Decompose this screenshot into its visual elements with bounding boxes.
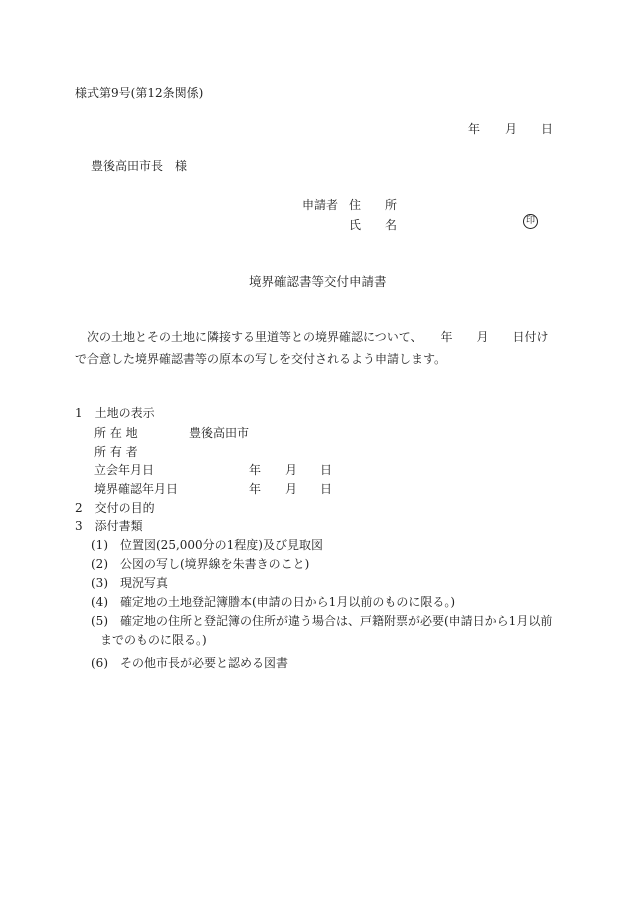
witness-date-label: 立会年月日 bbox=[94, 463, 155, 477]
section-2-heading: 2 交付の目的 bbox=[75, 501, 155, 515]
location-value: 豊後高田市 bbox=[189, 426, 250, 440]
document-title: 境界確認書等交付申請書 bbox=[249, 274, 387, 289]
section-1-heading: 1 土地の表示 bbox=[75, 406, 155, 420]
seal-mark: 印 bbox=[523, 214, 538, 229]
location-label: 所 在 地 bbox=[94, 426, 138, 440]
attachment-item: (1) 位置図(25,000分の1程度)及び見取図 bbox=[91, 538, 323, 552]
date-year: 年 bbox=[468, 122, 481, 136]
confirm-year: 年 bbox=[249, 482, 262, 496]
applicant-label: 申請者 bbox=[302, 198, 339, 212]
body-line-1: 次の土地とその土地に隣接する里道等との境界確認について、 年 月 日付け bbox=[87, 330, 549, 344]
witness-month: 月 bbox=[285, 463, 298, 477]
attachment-item: (4) 確定地の土地登記簿謄本(申請の日から1月以前のものに限る。) bbox=[91, 595, 455, 609]
attachment-item: (5) 確定地の住所と登記簿の住所が違う場合は、戸籍附票が必要(申請日から1月以前 bbox=[91, 614, 553, 628]
section-3-heading: 3 添付書類 bbox=[75, 519, 143, 533]
attachment-item: (3) 現況写真 bbox=[91, 576, 168, 590]
name-label: 氏 名 bbox=[349, 218, 398, 232]
witness-year: 年 bbox=[249, 463, 262, 477]
body-line-2: で合意した境界確認書等の原本の写しを交付されるよう申請します。 bbox=[75, 352, 447, 366]
addressee: 豊後高田市長 様 bbox=[91, 159, 188, 173]
attachment-item: (6) その他市長が必要と認める図書 bbox=[91, 656, 288, 670]
confirm-day: 日 bbox=[320, 482, 333, 496]
body-paragraph bbox=[75, 326, 555, 370]
form-number: 様式第9号(第12条関係) bbox=[75, 86, 204, 100]
attachment-item: (2) 公図の写し(境界線を朱書きのこと) bbox=[91, 557, 310, 571]
witness-day: 日 bbox=[320, 463, 333, 477]
confirm-date-label: 境界確認年月日 bbox=[94, 482, 179, 496]
owner-label: 所 有 者 bbox=[94, 445, 138, 459]
address-label: 住 所 bbox=[349, 198, 398, 212]
attachment-item-continuation: までのものに限る。) bbox=[100, 633, 207, 647]
date-day: 日 bbox=[541, 122, 554, 136]
confirm-month: 月 bbox=[285, 482, 298, 496]
date-month: 月 bbox=[505, 122, 518, 136]
